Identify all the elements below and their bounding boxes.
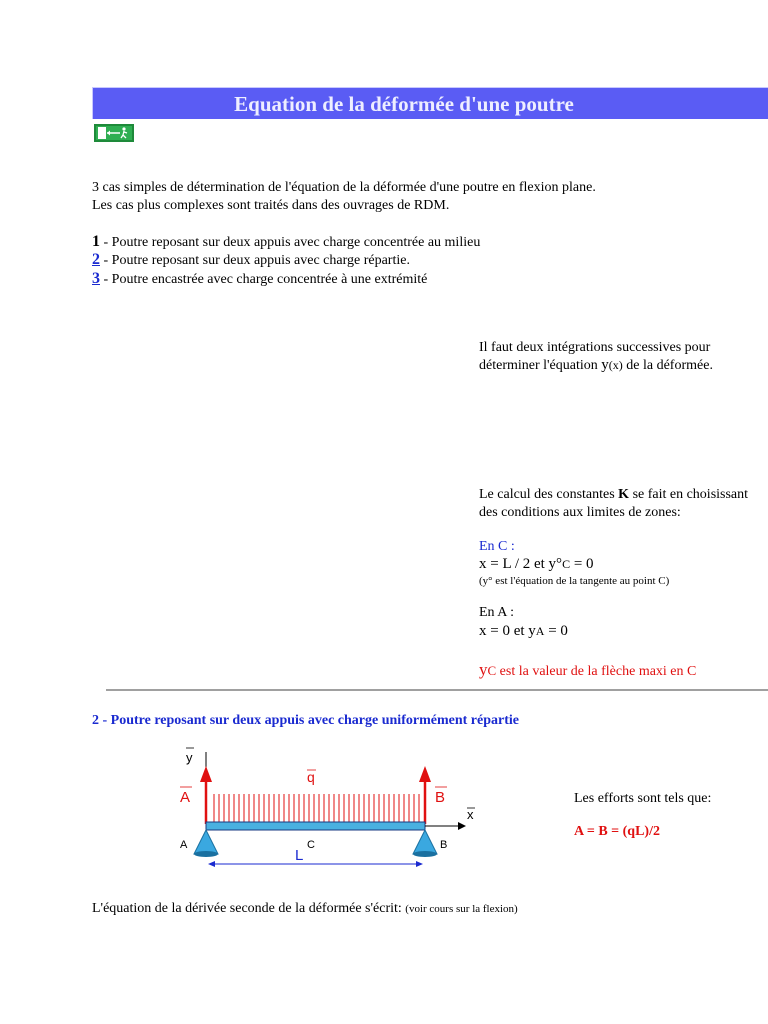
- case-item-3: [92, 270, 427, 289]
- integration-line-2: déterminer l'équation y(x) de la déformée.: [479, 357, 713, 373]
- en-c-label: En C :: [479, 539, 515, 554]
- length-label: L: [295, 847, 304, 864]
- constants-line-2: des conditions aux limites de zones:: [479, 505, 681, 520]
- reaction-b-label: B: [435, 789, 446, 806]
- efforts-label: Les efforts sont tels que:: [574, 791, 712, 806]
- q-label: q: [307, 769, 315, 785]
- case-link-2[interactable]: 2: [92, 251, 100, 268]
- case-number: 1: [92, 233, 100, 250]
- en-a-label: En A :: [479, 605, 515, 620]
- intro-line-2: Les cas plus complexes sont traités dans des ouvrages de RDM.: [92, 198, 450, 213]
- case-item-2: [92, 251, 410, 270]
- en-c-note: (y° est l'équation de la tangente au point C): [479, 575, 670, 587]
- en-c-equation: x = L / 2 et y°C = 0: [479, 556, 594, 572]
- distributed-load: [214, 794, 419, 822]
- efforts-equation: A = B = (qL)/2: [574, 824, 660, 839]
- derivee-line: L'équation de la dérivée seconde de la déformée s'écrit: (voir cours sur la flexion): [92, 901, 518, 916]
- point-c-label: C: [307, 839, 315, 851]
- title-bar: [92, 87, 768, 119]
- constants-line-1: Le calcul des constantes K se fait en choisissant: [479, 487, 749, 502]
- case-link-3[interactable]: 3: [92, 270, 100, 287]
- beam-diagram: [170, 742, 480, 872]
- case-text: - Poutre reposant sur deux appuis avec charge concentrée au milieu: [100, 235, 481, 250]
- x-axis-label: x: [467, 807, 474, 822]
- integration-line-1: Il faut deux intégrations successives pour: [479, 340, 711, 355]
- section-2-heading: 2 - Poutre reposant sur deux appuis avec charge uniformément répartie: [92, 713, 519, 728]
- support-b: [413, 830, 437, 854]
- point-a-label: A: [180, 839, 188, 851]
- section-divider: [106, 689, 768, 691]
- y-axis-label: y: [186, 750, 193, 765]
- case-text: - Poutre reposant sur deux appuis avec charge répartie.: [100, 253, 410, 268]
- reaction-a-label: A: [180, 789, 191, 806]
- page-title: Equation de la déformée d'une poutre: [234, 92, 574, 116]
- case-item-1: [92, 233, 480, 252]
- exit-door-icon[interactable]: [94, 124, 134, 142]
- beam: [206, 822, 425, 830]
- intro-line-1: 3 cas simples de détermination de l'équation de la déformée d'une poutre en flexion plane.: [92, 180, 596, 195]
- point-b-label: B: [440, 839, 448, 851]
- case-text: - Poutre encastrée avec charge concentrée à une extrémité: [100, 272, 428, 287]
- yc-definition: yC est la valeur de la flèche maxi en C: [479, 660, 697, 679]
- support-a: [194, 830, 218, 854]
- en-a-equation: x = 0 et yA = 0: [479, 623, 568, 639]
